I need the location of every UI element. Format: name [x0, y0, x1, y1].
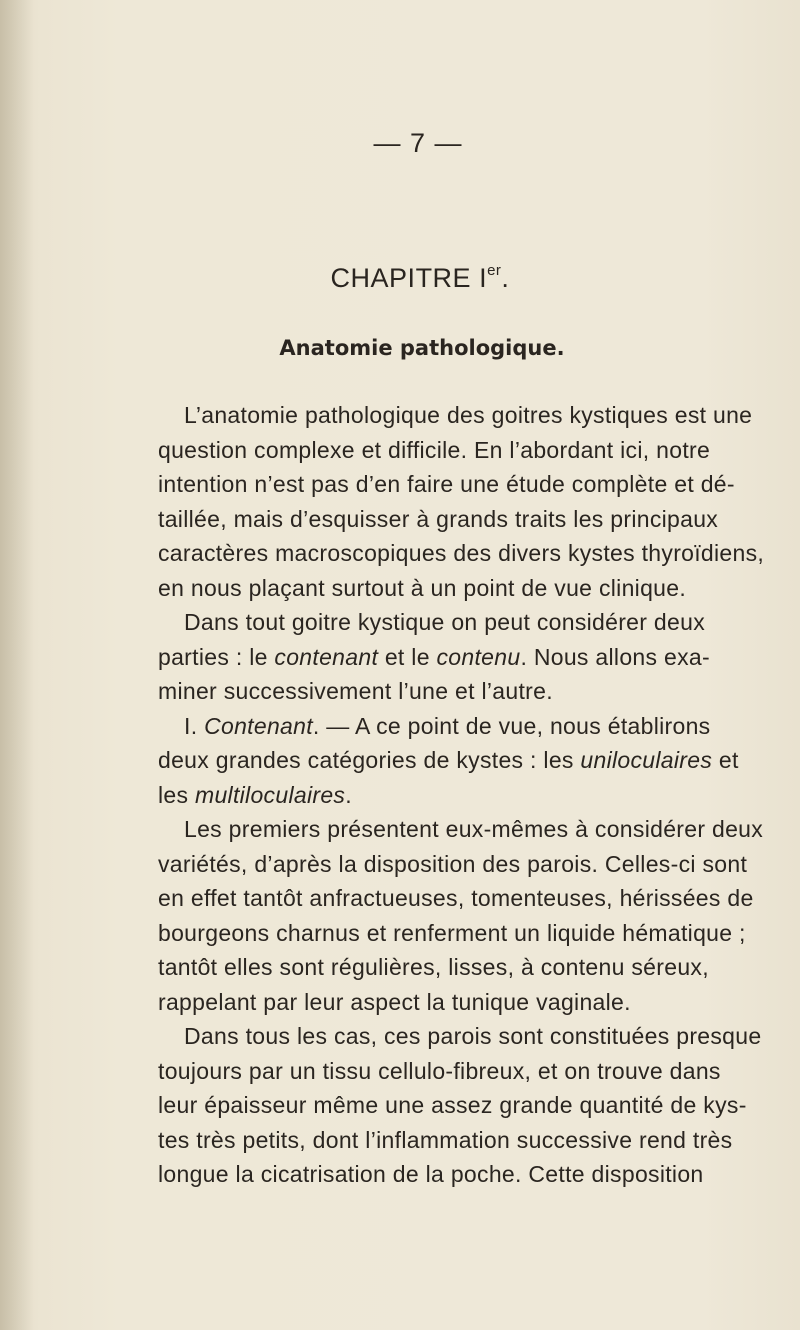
text-run: . [345, 781, 352, 808]
text-line: Dans tous les cas, ces parois sont constituées presque [184, 1023, 762, 1049]
text-run: les [158, 781, 195, 808]
section-title: Anatomie pathologique. [279, 336, 565, 360]
text-line [158, 778, 698, 813]
paragraph [158, 1019, 762, 1192]
text-run: I. [184, 712, 205, 739]
chapter-suffix: . [501, 263, 510, 293]
text-run: . — A ce point de vue, nous établirons [312, 712, 711, 739]
term-contenant: contenant [274, 643, 379, 670]
text-line: Les premiers présentent eux-mêmes à considérer deux [184, 816, 764, 842]
paragraph [158, 398, 765, 605]
term-contenant: Contenant [204, 712, 313, 739]
text-line: leur épaisseur même une assez grande quantité de kys- [158, 1092, 747, 1118]
body-text [158, 398, 765, 1192]
term-uniloculaires: uniloculaires [580, 747, 713, 773]
text-line: rappelant par leur aspect la tunique vaginale. [158, 988, 631, 1015]
text-run: deux grandes catégories de kystes : les [158, 747, 581, 773]
chapter-label: CHAPITRE I [330, 263, 488, 293]
text-line [158, 743, 739, 778]
text-line: en effet tantôt anfractueuses, tomenteuses, hérissées de [158, 885, 754, 911]
text-line: longue la cicatrisation de la poche. Cette disposition [158, 1161, 704, 1187]
text-line: caractères macroscopiques des divers kystes thyroïdiens, [158, 540, 765, 566]
text-line: L’anatomie pathologique des goitres kystiques est une [184, 402, 753, 428]
text-line [158, 709, 711, 744]
text-line: en nous plaçant surtout à un point de vue clinique. [158, 574, 687, 601]
text-run: et le [378, 643, 437, 670]
text-line: toujours par un tissu cellulo-fibreux, et on trouve dans [158, 1057, 721, 1084]
page-number: — 7 — [373, 128, 463, 158]
chapter-heading [20, 262, 800, 294]
text-run: parties : le [158, 643, 275, 670]
text-line: intention n’est pas d’en faire une étude complète et dé- [158, 471, 735, 497]
text-line: Dans tout goitre kystique on peut considérer deux [184, 609, 706, 635]
text-line [158, 640, 710, 675]
spine-shadow [0, 0, 34, 1330]
paragraph [158, 709, 739, 813]
text-line: bourgeons charnus et renferment un liquide hématique ; [158, 919, 746, 946]
text-line: taillée, mais d’esquisser à grands traits les principaux [158, 505, 719, 532]
paragraph [158, 605, 710, 709]
text-line: variétés, d’après la disposition des parois. Celles-ci sont [158, 850, 748, 877]
text-line: tes très petits, dont l’inflammation successive rend très [158, 1126, 733, 1153]
text-run: et [712, 747, 739, 773]
text-line: miner successivement l’une et l’autre. [158, 678, 553, 704]
text-line: question complexe et difficile. En l’abordant ici, notre [158, 436, 711, 463]
term-multiloculaires: multiloculaires [195, 781, 346, 808]
term-contenu: contenu [436, 643, 521, 670]
paragraph [158, 812, 764, 1019]
chapter-ordinal-superscript: er [487, 262, 502, 279]
text-run: . Nous allons exa- [520, 643, 710, 670]
text-line: tantôt elles sont régulières, lisses, à contenu séreux, [158, 954, 709, 980]
